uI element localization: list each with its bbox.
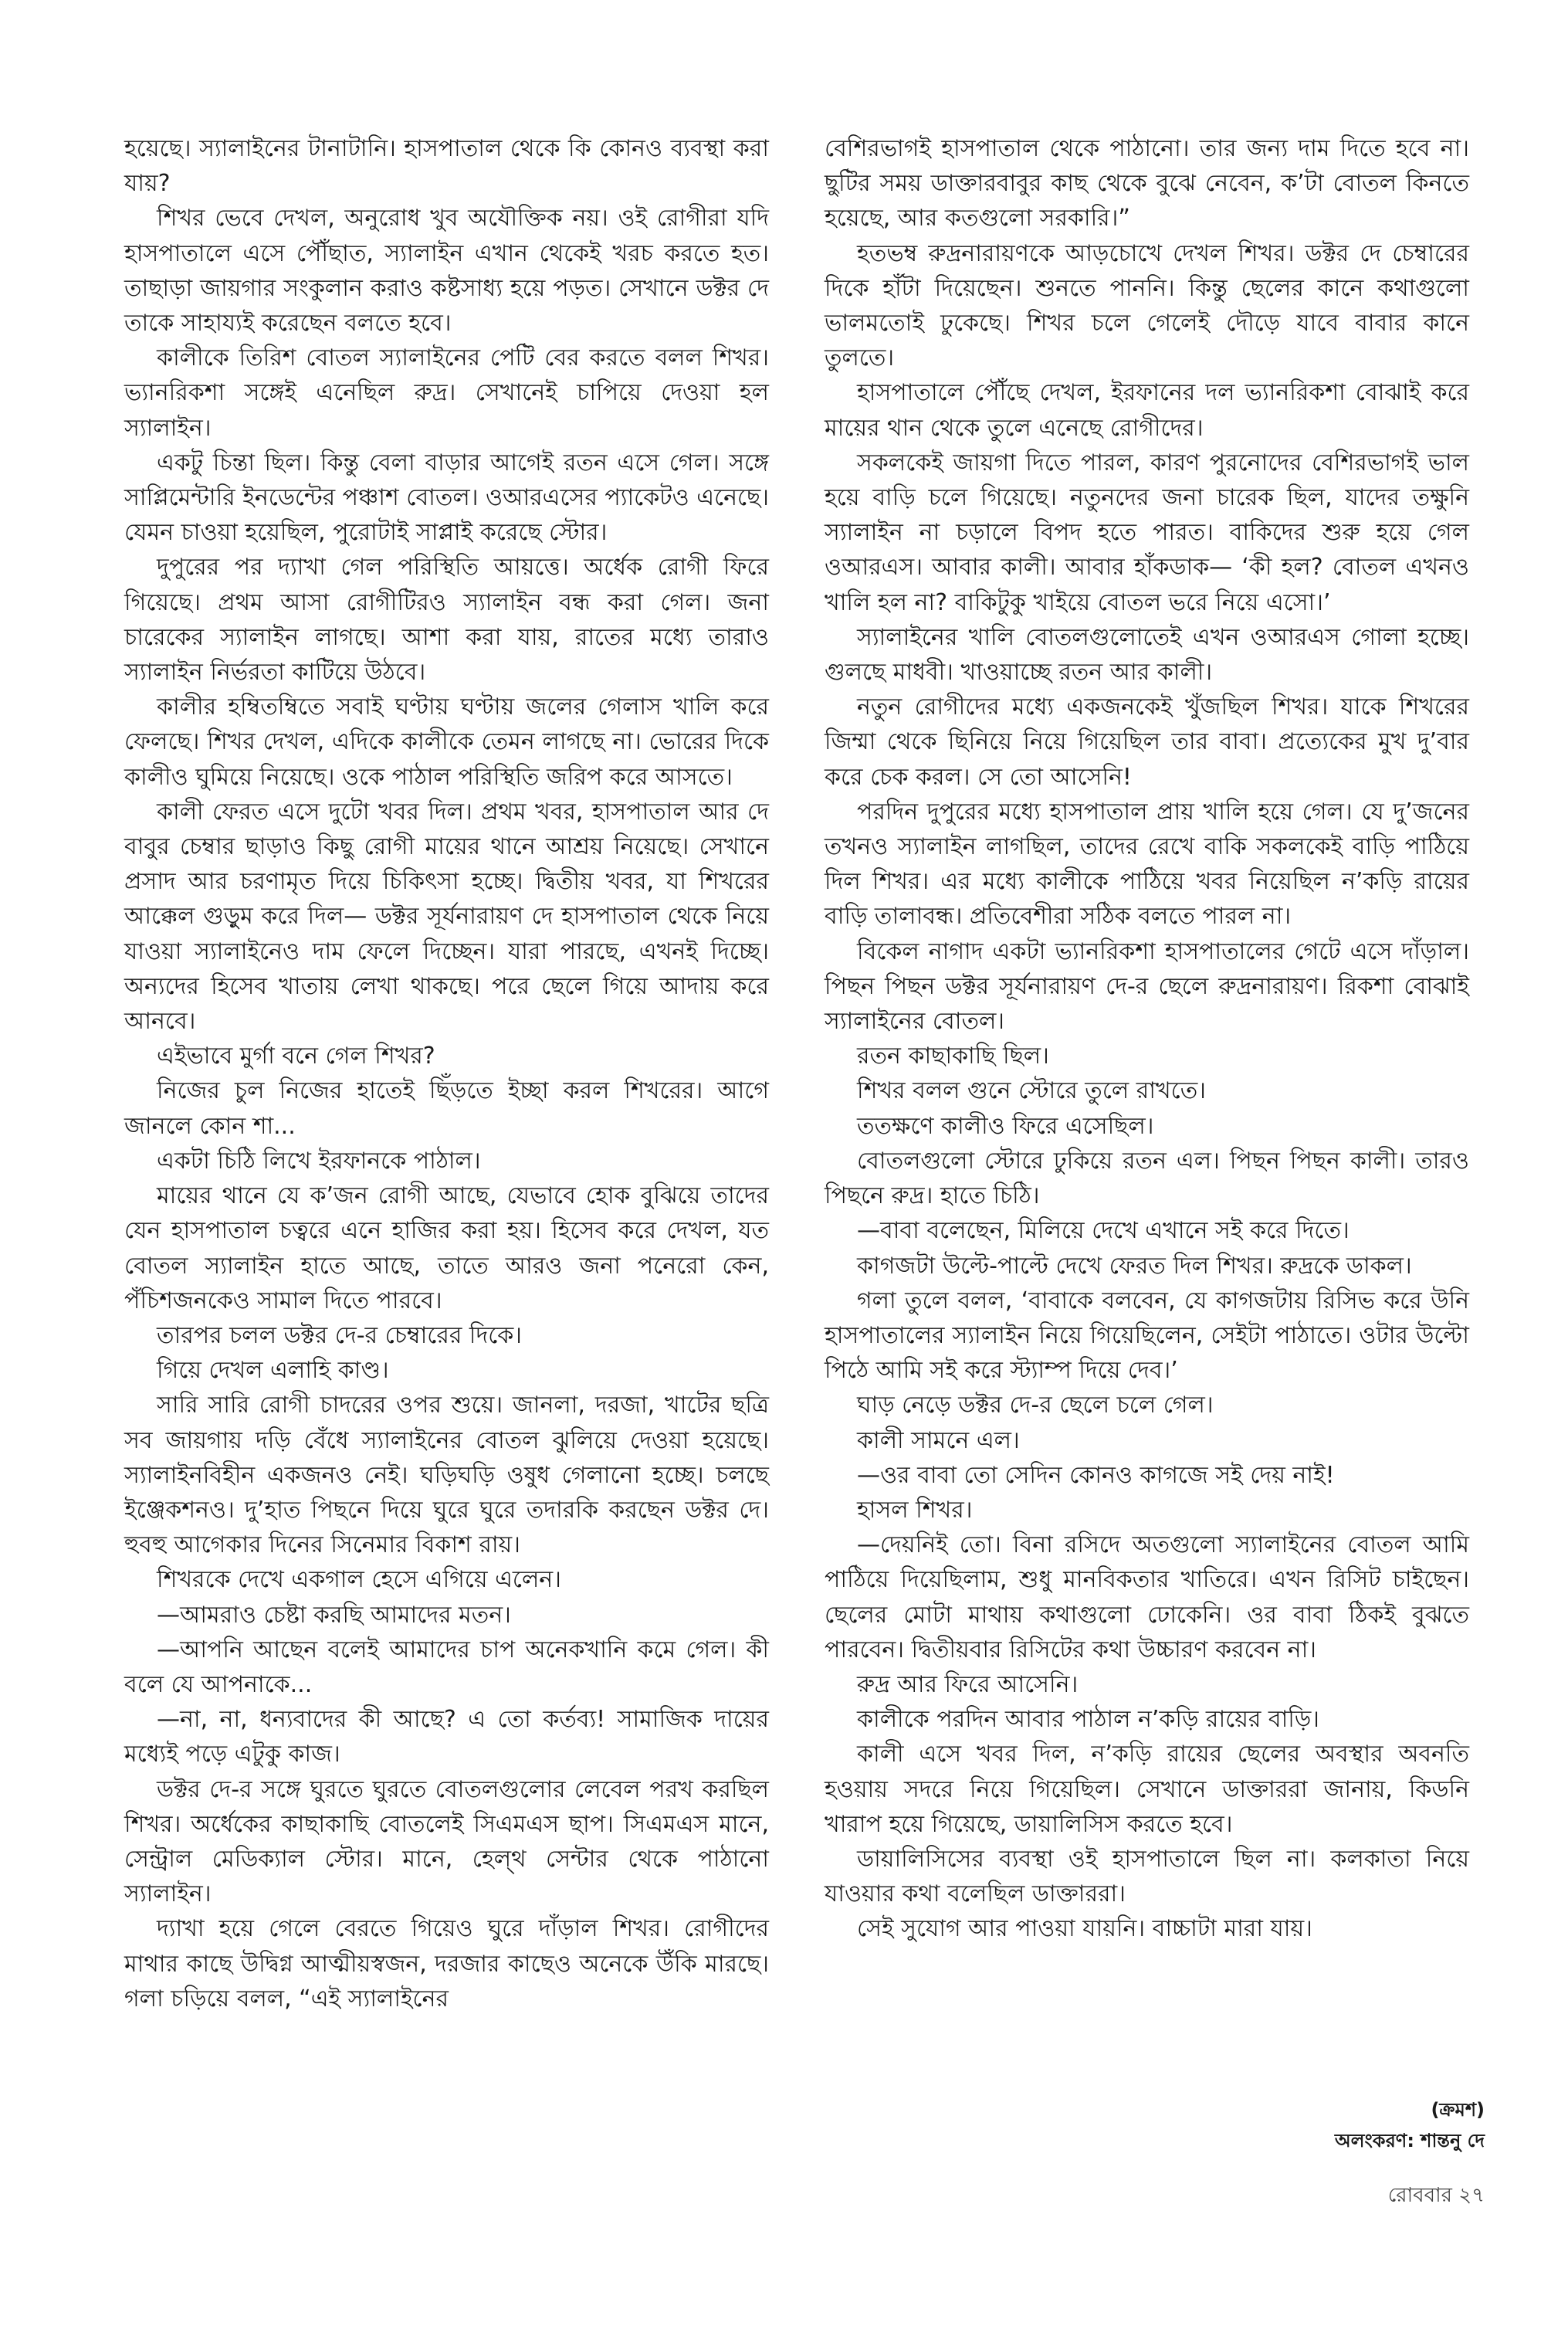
article-paragraph: —না, না, ধন্যবাদের কী আছে? এ তো কর্তব্য! সামাজিক দায়ের মধ্যেই পড়ে এটুকু কাজ। [124, 1706, 769, 1768]
article-paragraph: কালীকে পরদিন আবার পাঠাল ন’কড়ি রায়ের বাড়ি। [857, 1706, 1320, 1734]
article-paragraph: হাসপাতালে পৌঁছে দেখল, ইরফানের দল ভ্যানরিকশা বোঝাই করে মায়ের থান থেকে তুলে এনেছে রোগীদের। [825, 379, 1469, 442]
article-paragraph: নিজের চুল নিজের হাতেই ছিঁড়তে ইচ্ছা করল শিখরের। আগে জানলে কোন শা... [124, 1077, 769, 1140]
article-paragraph: —ওর বাবা তো সেদিন কোনও কাগজে সই দেয় নাই! [857, 1461, 1335, 1489]
article-paragraph: হাসল শিখর। [857, 1496, 973, 1524]
article-paragraph: কাগজটা উল্টে-পাল্টে দেখে ফেরত দিল শিখর। রুদ্রকে ডাকল। [857, 1252, 1412, 1280]
article-paragraph: শিখর ভেবে দেখল, অনুরোধ খুব অযৌক্তিক নয়। ওই রোগীরা যদি হাসপাতালে এসে পৌঁছাত, স্যালাইন এখান থেকেই খরচ করতে হত। তাছাড়া জায়গার সংকুলান করাও কষ্টসাধ্য হয়ে পড়ত। সেখানে ডক্টর দে তাকে সাহায্যই করেছেন বলতে হবে। [124, 205, 769, 337]
article-paragraph: দ্যাখা হয়ে গেলে বেরতে গিয়েও ঘুরে দাঁড়াল শিখর। রোগীদের মাথার কাছে উদ্বিগ্ন আত্মীয়স্বজন, দরজার কাছেও অনেকে উঁকি মারছে। গলা চড়িয়ে বলল, “এই স্যালাইনের [124, 1915, 769, 2012]
article-paragraph: ঘাড় নেড়ে ডক্টর দে-র ছেলে চলে গেল। [857, 1392, 1214, 1419]
article-paragraph: শিখরকে দেখে একগাল হেসে এগিয়ে এলেন। [157, 1566, 561, 1594]
article-paragraph: —আমরাও চেষ্টা করছি আমাদের মতন। [157, 1601, 511, 1629]
article-paragraph: বিকেল নাগাদ একটা ভ্যানরিকশা হাসপাতালের গেটে এসে দাঁড়াল। পিছন পিছন ডক্টর সূর্যনারায়ণ দে-র ছেলে রুদ্রনারায়ণ। রিকশা বোঝাই স্যালাইনের বোতল। [825, 938, 1469, 1036]
article-paragraph: গিয়ে দেখল এলাহি কাণ্ড। [157, 1357, 389, 1385]
article-paragraph: স্যালাইনের খালি বোতলগুলোতেই এখন ওআরএস গোলা হচ্ছে। গুলছে মাধবী। খাওয়াচ্ছে রতন আর কালী। [825, 623, 1469, 687]
article-paragraph: কালী ফেরত এসে দুটো খবর দিল। প্রথম খবর, হাসপাতাল আর দে বাবুর চেম্বার ছাড়াও কিছু রোগী মায়ের থানে আশ্রয় নিয়েছে। সেখানে প্রসাদ আর চরণামৃত দিয়ে চিকিৎসা হচ্ছে। দ্বিতীয় খবর, যা শিখরের আক্কেল গুড়ুম করে দিল— ডক্টর সূর্যনারায়ণ দে হাসপাতাল থেকে নিয়ে যাওয়া স্যালাইনেও দাম ফেলে দিচ্ছেন। যারা পারছে, এখনই দিচ্ছে। অন্যদের হিসেব খাতায় লেখা থাকছে। পরে ছেলে গিয়ে আদায় করে আনবে। [124, 798, 769, 1036]
article-paragraph: পরদিন দুপুরের মধ্যে হাসপাতাল প্রায় খালি হয়ে গেল। যে দু’জনের তখনও স্যালাইন লাগছিল, তাদের রেখে বাকি সকলকেই বাড়ি পাঠিয়ে দিল শিখর। এর মধ্যে কালীকে পাঠিয়ে খবর নিয়েছিল ন’কড়ি রায়ের বাড়ি তালাবন্ধ। প্রতিবেশীরা সঠিক বলতে পারল না। [825, 798, 1469, 931]
article-paragraph: একটা চিঠি লিখে ইরফানকে পাঠাল। [157, 1147, 481, 1175]
article-paragraph: সেই সুযোগ আর পাওয়া যায়নি। বাচ্চাটা মারা যায়। [857, 1915, 1312, 1943]
article-paragraph: সারি সারি রোগী চাদরের ওপর শুয়ে। জানলা, দরজা, খাটের ছত্রি সব জায়গায় দড়ি বেঁধে স্যালাইনের বোতল ঝুলিয়ে দেওয়া হয়েছে। স্যালাইনবিহীন একজনও নেই। ঘড়িঘড়ি ওষুধ গেলানো হচ্ছে। চলছে ইঞ্জেকশনও। দু’হাত পিছনে দিয়ে ঘুরে ঘুরে তদারকি করছেন ডক্টর দে। হুবহু আগেকার দিনের সিনেমার বিকাশ রায়। [124, 1392, 769, 1559]
article-column-right [825, 131, 1469, 1947]
article-paragraph: নতুন রোগীদের মধ্যে একজনকেই খুঁজছিল শিখর। যাকে শিখরের জিম্মা থেকে ছিনিয়ে নিয়ে গিয়েছিল তার বাবা। প্রত্যেকের মুখ দু’বার করে চেক করল। সে তো আসেনি! [825, 693, 1469, 791]
article-paragraph: কালীকে তিরিশ বোতল স্যালাইনের পেটি বের করতে বলল শিখর। ভ্যানরিকশা সঙ্গেই এনেছিল রুদ্র। সেখানেই চাপিয়ে দেওয়া হল স্যালাইন। [124, 344, 769, 442]
article-paragraph: রুদ্র আর ফিরে আসেনি। [857, 1670, 1079, 1698]
credits-block [1335, 2094, 1485, 2156]
article-paragraph: ডায়ালিসিসের ব্যবস্থা ওই হাসপাতালে ছিল না। কলকাতা নিয়ে যাওয়ার কথা বলেছিল ডাক্তাররা। [825, 1845, 1469, 1908]
page-folio: রোববার ২৭ [1387, 2184, 1485, 2207]
article-paragraph: দুপুরের পর দ্যাখা গেল পরিস্থিতি আয়ত্তে। অর্ধেক রোগী ফিরে গিয়েছে। প্রথম আসা রোগীটিরও স্যালাইন বন্ধ করা গেল। জনা চারেকের স্যালাইন লাগছে। আশা করা যায়, রাতের মধ্যে তারাও স্যালাইন নির্ভরতা কাটিয়ে উঠবে। [124, 554, 769, 687]
article-paragraph: এইভাবে মুর্গা বনে গেল শিখর? [157, 1043, 435, 1070]
article-paragraph: ততক্ষণে কালীও ফিরে এসেছিল। [857, 1112, 1154, 1140]
article-paragraph: একটু চিন্তা ছিল। কিন্তু বেলা বাড়ার আগেই রতন এসে গেল। সঙ্গে সাপ্লিমেন্টারি ইনডেন্টের পঞ্চাশ বোতল। ওআরএসের প্যাকেটও এনেছে। যেমন চাওয়া হয়েছিল, পুরোটাই সাপ্লাই করেছে স্টোর। [124, 449, 769, 547]
article-column-left [124, 131, 769, 2016]
article-paragraph: মায়ের থানে যে ক’জন রোগী আছে, যেভাবে হোক বুঝিয়ে তাদের যেন হাসপাতাল চত্বরে এনে হাজির করা হয়। হিসেব করে দেখল, যত বোতল স্যালাইন হাতে আছে, তাতে আরও জনা পনেরো কেন, পঁচিশজনকেও সামাল দিতে পারবে। [124, 1182, 769, 1314]
article-paragraph: গলা তুলে বলল, ‘বাবাকে বলবেন, যে কাগজটায় রিসিভ করে উনি হাসপাতালের স্যালাইন নিয়ে গিয়েছিলেন, সেইটা পাঠাতে। ওটার উল্টো পিঠে আমি সই করে স্ট্যাম্প দিয়ে দেব।’ [825, 1287, 1469, 1385]
article-paragraph: —বাবা বলেছেন, মিলিয়ে দেখে এখানে সই করে দিতে। [857, 1217, 1350, 1245]
article-paragraph: তারপর চলল ডক্টর দে-র চেম্বারের দিকে। [157, 1321, 523, 1349]
article-paragraph: বেশিরভাগই হাসপাতাল থেকে পাঠানো। তার জন্য দাম দিতে হবে না। ছুটির সময় ডাক্তারবাবুর কাছ থেকে বুঝে নেবেন, ক’টা বোতল কিনতে হয়েছে, আর কতগুলো সরকারি।” [825, 135, 1469, 232]
illustration-credit: অলংকরণ: শান্তনু দে [1334, 2130, 1485, 2151]
article-paragraph: ডক্টর দে-র সঙ্গে ঘুরতে ঘুরতে বোতলগুলোর লেবেল পরখ করছিল শিখর। অর্ধেকের কাছাকাছি বোতলেই সিএমএস ছাপ। সিএমএস মানে, সেন্ট্রাল মেডিক্যাল স্টোর। মানে, হেল্‌থ সেন্টার থেকে পাঠানো স্যালাইন। [124, 1775, 769, 1908]
article-paragraph: হয়েছে। স্যালাইনের টানাটানি। হাসপাতাল থেকে কি কোনও ব্যবস্থা করা যায়? [124, 135, 769, 198]
article-paragraph: কালী এসে খবর দিল, ন’কড়ি রায়ের ছেলের অবস্থার অবনতি হওয়ায় সদরে নিয়ে গিয়েছিল। সেখানে ডাক্তাররা জানায়, কিডনি খারাপ হয়ে গিয়েছে, ডায়ালিসিস করতে হবে। [825, 1741, 1469, 1838]
article-paragraph: হতভম্ব রুদ্রনারায়ণকে আড়চোখে দেখল শিখর। ডক্টর দে চেম্বারের দিকে হাঁটা দিয়েছেন। শুনতে পাননি। কিন্তু ছেলের কানে কথাগুলো ভালমতোই ঢুকেছে। শিখর চলে গেলেই দৌড়ে যাবে বাবার কানে তুলতে। [825, 239, 1469, 372]
article-paragraph: রতন কাছাকাছি ছিল। [857, 1043, 1049, 1070]
article-paragraph: —আপনি আছেন বলেই আমাদের চাপ অনেকখানি কমে গেল। কী বলে যে আপনাকে... [124, 1636, 769, 1698]
to-be-continued-label: (ক্রমশ) [1431, 2099, 1485, 2121]
article-paragraph: কালী সামনে এল। [857, 1426, 1020, 1454]
article-paragraph: বোতলগুলো স্টোরে ঢুকিয়ে রতন এল। পিছন পিছন কালী। তারও পিছনে রুদ্র। হাতে চিঠি। [825, 1147, 1469, 1210]
article-paragraph: —দেয়নিই তো। বিনা রসিদে অতগুলো স্যালাইনের বোতল আমি পাঠিয়ে দিয়েছিলাম, শুধু মানবিকতার খাতিরে। এখন রিসিট চাইছেন। ছেলের মোটা মাথায় কথাগুলো ঢোকেনি। ওর বাবা ঠিকই বুঝতে পারবেন। দ্বিতীয়বার রিসিটের কথা উচ্চারণ করবেন না। [825, 1531, 1469, 1663]
article-paragraph: শিখর বলল গুনে স্টোরে তুলে রাখতে। [857, 1077, 1206, 1105]
article-paragraph: সকলকেই জায়গা দিতে পারল, কারণ পুরনোদের বেশিরভাগই ভাল হয়ে বাড়ি চলে গিয়েছে। নতুনদের জনা চারেক ছিল, যাদের তক্ষুনি স্যালাইন না চড়ালে বিপদ হতে পারত। বাকিদের শুরু হয়ে গেল ওআরএস। আবার কালী। আবার হাঁকডাক— ‘কী হল? বোতল এখনও খালি হল না? বাকিটুকু খাইয়ে বোতল ভরে নিয়ে এসো।’ [825, 449, 1469, 616]
article-paragraph: কালীর হম্বিতম্বিতে সবাই ঘণ্টায় ঘণ্টায় জলের গেলাস খালি করে ফেলছে। শিখর দেখল, এদিকে কালীকে তেমন লাগছে না। ভোরের দিকে কালীও ঘুমিয়ে নিয়েছে। ওকে পাঠাল পরিস্থিতি জরিপ করে আসতে। [124, 693, 769, 791]
